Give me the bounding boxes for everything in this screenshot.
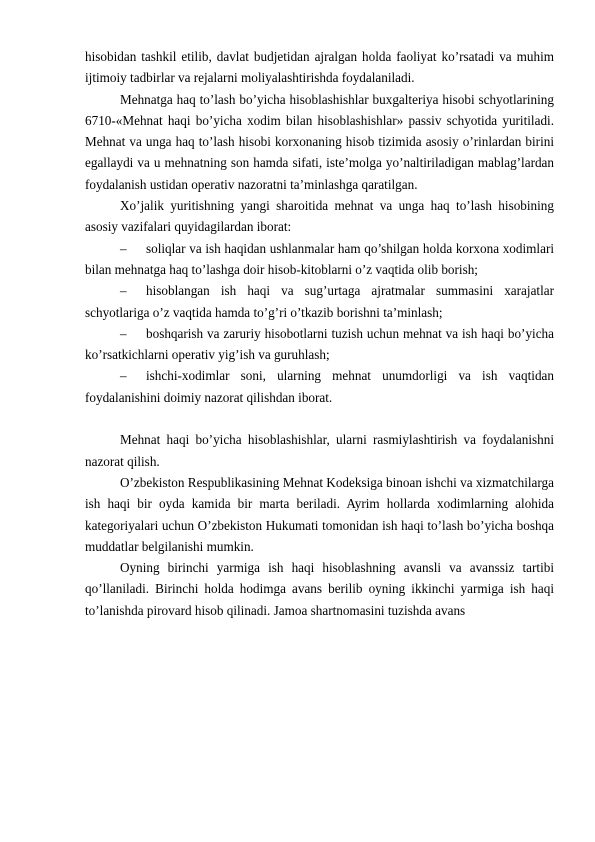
- list-item-text: ishchi-xodimlar soni, ularning mehnat unumdorligi va ish vaqtidan foydalanishini doimiy nazorat qilishdan iborat.: [85, 368, 554, 405]
- paragraph-tasks-heading: Xo’jalik yuritishning yangi sharoitida mehnat va unga haq to’lash hisobining asosiy vazifalari quyidagilardan iborat:: [85, 198, 554, 235]
- paragraph-intro: hisobidan tashkil etilib, davlat budjetidan ajralgan holda faoliyat ko’rsatadi va muhim ijtimoiy tadbirlar va rejalarni moliyalashtirishda foydalaniladi.: [85, 49, 554, 86]
- paragraph-section-heading: Mehnat haqi bo’yicha hisoblashishlar, ularni rasmiylashtirish va foydalanishni nazorat qilish.: [85, 432, 554, 469]
- list-item: [85, 238, 554, 281]
- bullet-dash-icon: –: [120, 325, 127, 341]
- paragraph-labor-code: O’zbekiston Respublikasining Mehnat Kodeksiga binoan ishchi va xizmatchilarga ish haqi bir oyda kamida bir marta beriladi. Ayrim hollarda xodimlarning alohida kategoriyalari uchun O’zbekiston Hukumati tomonidan ish haqi to’lash bo’yicha boshqa muddatlar belgilanishi mumkin.: [85, 474, 554, 554]
- bullet-dash-icon: –: [120, 283, 127, 299]
- document-page: [85, 46, 554, 621]
- paragraph-advance-payment: Oyning birinchi yarmiga ish haqi hisoblashning avansli va avanssiz tartibi qo’llaniladi. Birinchi holda hodimga avans berilib oyning ikkinchi yarmiga ish haqi to’lanishda pirovard hisob qilinadi. Jamoa shartnomasini tuzishda avans: [85, 560, 554, 618]
- bullet-dash-icon: –: [120, 240, 127, 256]
- paragraph-payroll-account: Mehnatga haq to’lash bo’yicha hisoblashishlar buxgalteriya hisobi schyotlarining 6710-«Mehnat haqi bo’yicha xodim bilan hisoblashishlar» passiv schyotida yuritiladi. Mehnat va unga haq to’lash hisobi korxonaning hisob tizimida asosiy o’rinlardan birini egallaydi va u mehnatning son hamda sifati, iste’molga yo’naltiriladigan mablag’lardan foydalanish ustidan operativ nazoratni ta’minlashga qaratilgan.: [85, 91, 554, 192]
- list-item-text: hisoblangan ish haqi va sug’urtaga ajratmalar summasini xarajatlar schyotlariga o’z vaqtida hamda to’g’ri o’tkazib borishni ta’minlash;: [85, 283, 554, 320]
- list-item-text: boshqarish va zaruriy hisobotlarni tuzish uchun mehnat va ish haqi bo’yicha ko’rsatkichlarni operativ yig’ish va guruhlash;: [85, 325, 554, 363]
- paragraph-spacer: [85, 408, 554, 429]
- list-item-text: soliqlar va ish haqidan ushlanmalar ham qo’shilgan holda korxona xodimlari bilan mehnatga haq to’lashga doir hisob-kitoblarni o’z vaqtida olib borish;: [85, 240, 554, 277]
- list-item: [85, 323, 554, 366]
- list-item: [85, 280, 554, 323]
- list-item: [85, 365, 554, 408]
- bullet-dash-icon: –: [120, 368, 127, 384]
